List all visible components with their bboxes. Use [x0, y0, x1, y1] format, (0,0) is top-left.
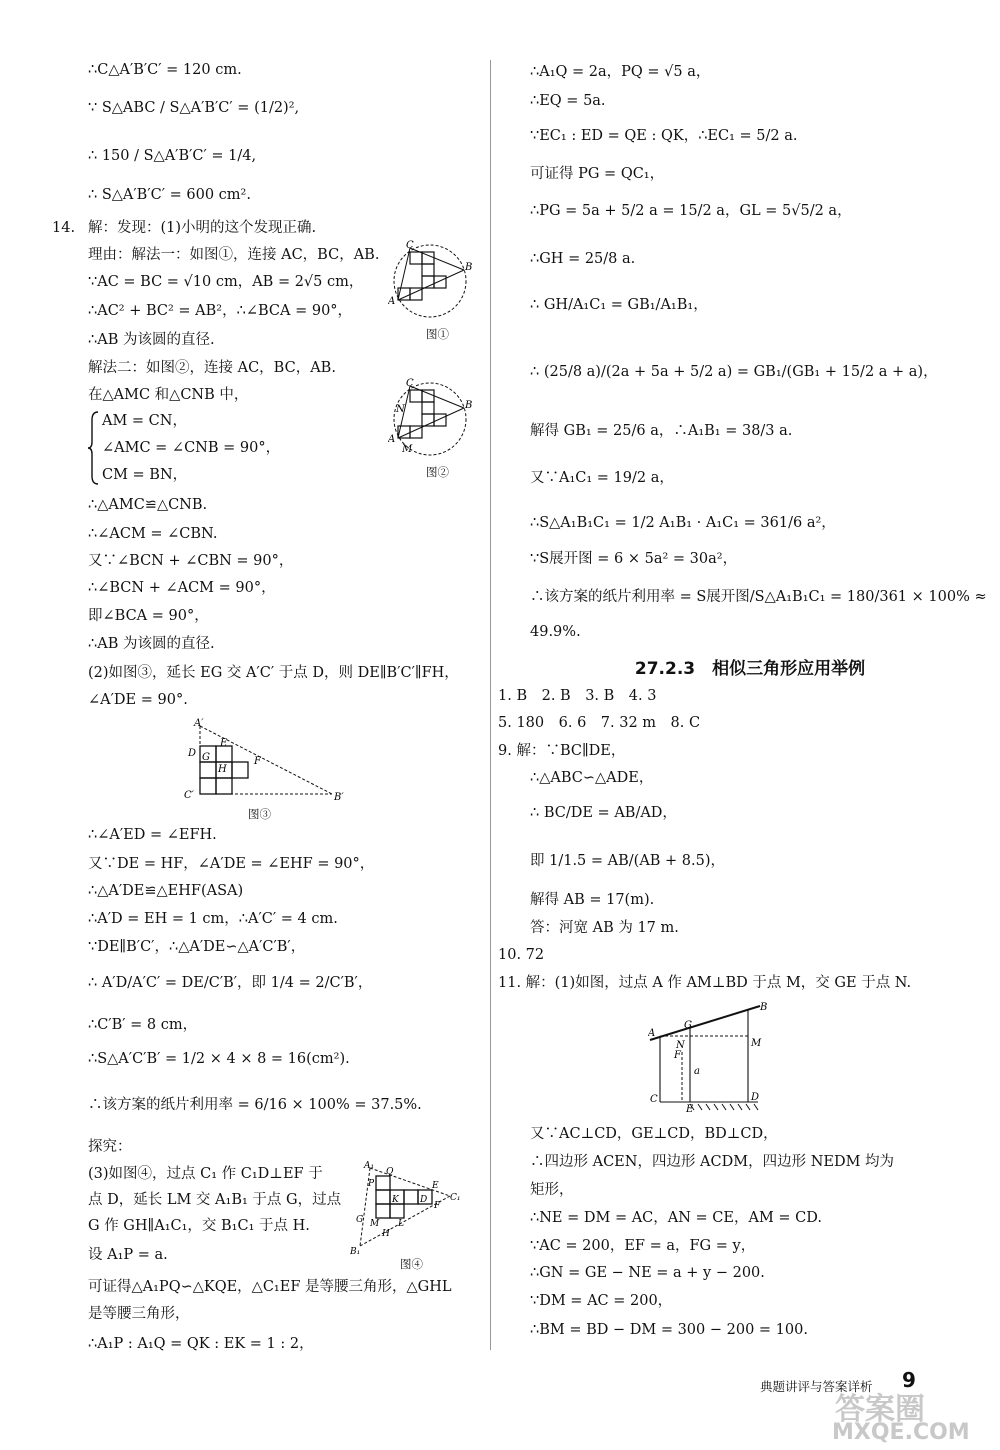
- text-line: 即 1/1.5 = AB/(AB + 8.5)，: [530, 853, 726, 869]
- text-line: 解得 GB₁ = 25/6 a，∴A₁B₁ = 38/3 a.: [530, 423, 793, 439]
- brace-symbol: [88, 410, 100, 486]
- page-number: 9: [902, 1368, 916, 1392]
- text-line: 矩形，: [530, 1182, 574, 1198]
- text-line: 是等腰三角形，: [88, 1306, 190, 1322]
- svg-text:A: A: [388, 296, 396, 307]
- text-line: 又∵∠BCN + ∠CBN = 90°，: [88, 553, 294, 569]
- text-line: 答：河宽 AB 为 17 m.: [530, 920, 679, 936]
- text-line: ∠AMC = ∠CNB = 90°，: [102, 440, 281, 456]
- text-line: (2)如图③，延长 EG 交 A′C′ 于点 D，则 DE∥B′C′∥FH，: [88, 665, 459, 681]
- text-line: 即∠BCA = 90°，: [88, 608, 209, 624]
- svg-text:N: N: [396, 404, 405, 415]
- svg-text:D: D: [188, 748, 197, 759]
- text-line: 可证得 PG = QC₁，: [530, 166, 665, 182]
- text-line: ∴GH = 25/8 a.: [530, 251, 636, 267]
- svg-text:D: D: [420, 1195, 428, 1205]
- text-line: (3)如图④，过点 C₁ 作 C₁D⊥EF 于: [88, 1166, 323, 1182]
- text-line: ∴ GH/A₁C₁ = GB₁/A₁B₁，: [530, 297, 708, 313]
- text-line: CM = BN，: [102, 467, 188, 483]
- figure-3-caption: 图③: [248, 807, 271, 821]
- text-line: 点 D，延长 LM 交 A₁B₁ 于点 G，过点: [88, 1192, 342, 1208]
- svg-text:E: E: [432, 1181, 439, 1191]
- svg-text:C₁: C₁: [450, 1193, 461, 1203]
- svg-text:A: A: [648, 1028, 656, 1039]
- text-line: ∴该方案的纸片利用率 = 6/16 × 100% = 37.5%.: [88, 1097, 422, 1113]
- svg-text:A′: A′: [194, 718, 204, 729]
- svg-text:D: D: [751, 1092, 760, 1103]
- text-line: 解得 AB = 17(m).: [530, 892, 655, 908]
- text-line: ∴PG = 5a + 5/2 a = 15/2 a，GL = 5√5/2 a，: [530, 203, 852, 219]
- text-line: ∴∠A′ED = ∠EFH.: [88, 827, 217, 843]
- text-line: ∵S展开图 = 6 × 5a² = 30a²，: [530, 551, 738, 567]
- svg-text:K: K: [392, 1195, 399, 1205]
- svg-text:B: B: [760, 1002, 768, 1013]
- answer-line: 5. 180 6. 6 7. 32 m 8. C: [498, 715, 701, 731]
- text-line: ∠A′DE = 90°.: [88, 692, 188, 708]
- text-line: ∴C′B′ = 8 cm，: [88, 1017, 198, 1033]
- svg-text:M: M: [402, 444, 413, 455]
- text-line: ∴A′D = EH = 1 cm，∴A′C′ = 4 cm.: [88, 911, 338, 927]
- column-divider: [490, 60, 491, 1350]
- text-line: ∴ S△A′B′C′ = 600 cm².: [88, 187, 251, 203]
- text-line: ∴ 150 / S△A′B′C′ = 1/4,: [88, 148, 257, 164]
- text-line: 解：发现：(1)小明的这个发现正确.: [88, 220, 317, 236]
- text-line: ∵AC = 200，EF = a，FG = y，: [530, 1238, 756, 1254]
- text-line: ∴BM = BD − DM = 300 − 200 = 100.: [530, 1322, 808, 1338]
- text-line: ∴△AMC≌△CNB.: [88, 497, 208, 513]
- text-line: ∴该方案的纸片利用率 = S展开图/S△A₁B₁C₁ = 180/361 × 100% ≈: [530, 589, 987, 605]
- text-line: ∵DE∥B′C′，∴△A′DE∽△A′C′B′，: [88, 939, 306, 955]
- text-line: ∴△A′DE≌△EHF(ASA): [88, 883, 244, 899]
- text-line: ∴AB 为该圆的直径.: [88, 636, 215, 652]
- svg-text:C′: C′: [184, 790, 194, 801]
- svg-text:F: F: [434, 1201, 441, 1211]
- figure-3-diagram: [184, 716, 354, 811]
- text-line: AM = CN，: [102, 413, 187, 429]
- svg-text:L: L: [398, 1219, 404, 1229]
- text-line: 又∵DE = HF，∠A′DE = ∠EHF = 90°，: [88, 856, 375, 872]
- text-line: ∴NE = DM = AC，AN = CE，AM = CD.: [530, 1210, 822, 1226]
- svg-text:M: M: [751, 1038, 762, 1049]
- text-line: 在△AMC 和△CNB 中，: [88, 387, 249, 403]
- watermark-url: MXQE.COM: [832, 1420, 970, 1445]
- answer-line: 10. 72: [498, 947, 545, 963]
- text-line: 解法二：如图②，连接 AC，BC，AB.: [88, 360, 336, 376]
- text-line: 可证得△A₁PQ∽△KQE，△C₁EF 是等腰三角形，△GHL: [88, 1279, 452, 1295]
- svg-text:G: G: [202, 752, 210, 763]
- svg-text:G: G: [684, 1020, 692, 1031]
- text-line: ∴AB 为该圆的直径.: [88, 332, 215, 348]
- text-line: G 作 GH∥A₁C₁，交 B₁C₁ 于点 H.: [88, 1218, 310, 1234]
- figure-4-caption: 图④: [400, 1257, 423, 1271]
- svg-text:E: E: [686, 1104, 694, 1115]
- question-number: 14.: [52, 220, 76, 236]
- svg-text:H: H: [218, 764, 227, 775]
- figure-2-caption: 图②: [426, 465, 449, 479]
- svg-text:G: G: [356, 1215, 364, 1225]
- footer-title: 典题讲评与答案详析: [760, 1379, 873, 1394]
- figure-2-diagram: [388, 378, 478, 463]
- q11-figure-diagram: [648, 1000, 783, 1115]
- text-line: ∴ BC/DE = AB/AD，: [530, 805, 677, 821]
- svg-text:M: M: [370, 1219, 380, 1229]
- answer-line: 11. 解：(1)如图，过点 A 作 AM⊥BD 于点 M，交 GE 于点 N.: [498, 975, 912, 991]
- text-line: 又∵AC⊥CD，GE⊥CD，BD⊥CD，: [530, 1126, 778, 1142]
- svg-text:E: E: [220, 738, 228, 749]
- text-line: ∵ S△ABC / S△A′B′C′ = (1/2)²,: [88, 100, 300, 116]
- svg-text:C: C: [650, 1094, 658, 1105]
- text-line: ∴A₁P : A₁Q = QK : EK = 1 : 2，: [88, 1336, 314, 1352]
- svg-text:B₁: B₁: [350, 1247, 361, 1255]
- text-line: 设 A₁P = a.: [88, 1247, 168, 1263]
- svg-text:B: B: [465, 262, 473, 273]
- svg-text:a: a: [694, 1066, 700, 1077]
- text-line: ∴GN = GE − NE = a + y − 200.: [530, 1265, 765, 1281]
- svg-text:H: H: [382, 1229, 390, 1239]
- svg-text:B: B: [465, 400, 473, 411]
- text-line: ∴四边形 ACEN，四边形 ACDM，四边形 NEDM 均为: [530, 1154, 895, 1170]
- section-heading: 27.2.3 相似三角形应用举例: [634, 659, 866, 679]
- svg-text:F: F: [674, 1050, 681, 1061]
- text-line: ∴A₁Q = 2a，PQ = √5 a，: [530, 64, 711, 80]
- svg-text:P: P: [368, 1179, 375, 1189]
- svg-text:F: F: [254, 756, 261, 767]
- text-line: ∴∠BCN + ∠ACM = 90°，: [88, 580, 276, 596]
- text-line: 49.9%.: [530, 624, 581, 640]
- answer-line: 1. B 2. B 3. B 4. 3: [498, 688, 657, 704]
- text-line: ∴EQ = 5a.: [530, 93, 606, 109]
- text-line: ∴AC² + BC² = AB²，∴∠BCA = 90°，: [88, 303, 353, 319]
- figure-1-caption: 图①: [426, 327, 449, 341]
- text-line: ∴△ABC∽△ADE，: [530, 770, 654, 786]
- svg-text:N: N: [676, 1040, 685, 1051]
- answer-line: 9. 解：∵BC∥DE，: [498, 743, 626, 759]
- text-line: ∴C△A′B′C′ = 120 cm.: [88, 62, 242, 78]
- svg-text:C: C: [406, 240, 414, 251]
- text-line: 又∵A₁C₁ = 19/2 a，: [530, 470, 674, 486]
- text-line: ∴ (25/8 a)/(2a + 5a + 5/2 a) = GB₁/(GB₁ + 15/2 a + a)，: [530, 364, 938, 380]
- svg-text:Q: Q: [386, 1167, 394, 1177]
- text-line: ∵DM = AC = 200，: [530, 1293, 673, 1309]
- text-line: ∵AC = BC = √10 cm，AB = 2√5 cm，: [88, 274, 364, 290]
- text-line: ∴∠ACM = ∠CBN.: [88, 526, 218, 542]
- text-line: 探究：: [88, 1139, 132, 1155]
- svg-text:C: C: [406, 378, 414, 389]
- text-line: 理由：解法一：如图①，连接 AC，BC，AB.: [88, 247, 380, 263]
- svg-text:B′: B′: [334, 792, 344, 803]
- text-line: ∴ A′D/A′C′ = DE/C′B′，即 1/4 = 2/C′B′，: [88, 975, 373, 991]
- text-line: ∴S△A₁B₁C₁ = 1/2 A₁B₁ · A₁C₁ = 361/6 a²，: [530, 515, 836, 531]
- svg-text:A: A: [388, 434, 396, 445]
- figure-4-diagram: [350, 1160, 462, 1255]
- text-line: ∴S△A′C′B′ = 1/2 × 4 × 8 = 16(cm²).: [88, 1051, 350, 1067]
- svg-text:A₁: A₁: [364, 1161, 375, 1171]
- watermark-logo: 答案圈: [835, 1392, 925, 1427]
- figure-1-diagram: [388, 240, 478, 325]
- text-line: ∵EC₁ : ED = QE : QK，∴EC₁ = 5/2 a.: [530, 128, 798, 144]
